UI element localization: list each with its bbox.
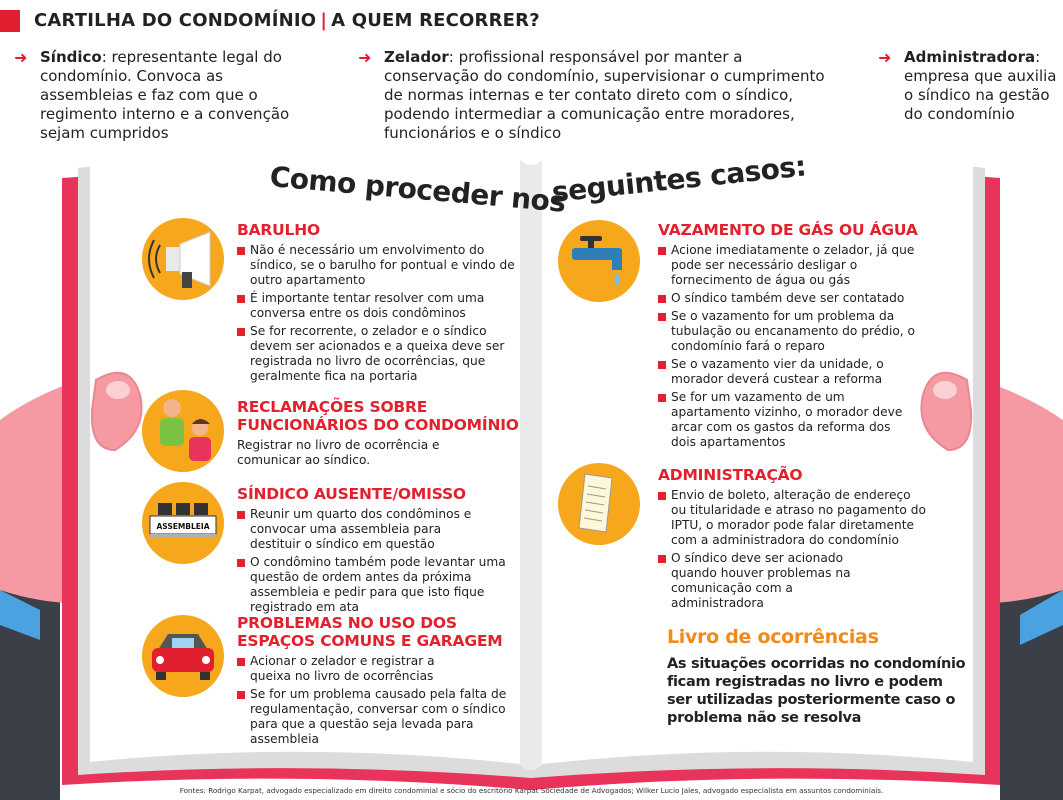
list-item [658,243,918,288]
book-gutter [520,160,542,770]
bullet-square-icon [237,295,245,303]
section-list [658,243,918,450]
list-item [658,309,918,354]
definition-text: : empresa que auxilia o síndico na gestão do condomínio [904,48,1057,123]
bullet-square-icon [658,361,666,369]
list-item-text: O síndico também deve ser contatado [671,291,905,305]
title-left: CARTILHA DO CONDOMÍNIO [34,10,317,31]
list-item [658,551,883,611]
book-title-left: Como proceder nos [268,160,567,219]
section-list [237,654,522,747]
definition-term: Administradora [904,48,1036,66]
book-title-right: seguintes casos: [550,149,808,209]
list-item [237,507,477,552]
list-item-text: Se o vazamento for um problema da tubulação ou encanamento do prédio, o condomínio fará o reparo [671,309,915,353]
section-title-line1: PROBLEMAS NO USO DOS [237,614,457,632]
right-thumbnail [933,381,957,399]
bullet-square-icon [658,394,666,402]
receipt-icon-graphic [579,474,612,532]
bullet-square-icon [237,247,245,255]
section-title: VAZAMENTO DE GÁS OU ÁGUA [658,221,918,239]
bullet-square-icon [658,247,666,255]
definition-term: Zelador [384,48,449,66]
list-item-text: Acionar o zelador e registrar a queixa no livro de ocorrências [250,654,435,683]
section-administracao [658,466,928,614]
arrow-right-icon: ➜ [358,48,372,67]
bullet-square-icon [237,328,245,336]
list-item-text: Se for um problema causado pela falta de regulamentação, conversar com o síndico para que a questão seja levada para assembleia [250,687,507,746]
list-item-text: O síndico deve ser acionado quando houver problemas na comunicação com a administradora [671,551,851,610]
section-title: BARULHO [237,221,320,239]
left-thumbnail [106,381,130,399]
list-item-text: É importante tentar resolver com uma conversa entre os dois condôminos [250,291,485,320]
definition-text: : profissional responsável por manter a conservação do condomínio, supervisionar o cumprimento de normas internas e ter contato direto com o síndico, podendo intermediar a comunicação entre moradores, funcionários e o síndico [384,48,825,142]
section-reclamacoes [237,398,522,468]
livro-title: Livro de ocorrências [667,626,879,648]
title-right: A QUEM RECORRER? [331,10,540,31]
list-item [237,687,522,747]
list-item-text: O condômino também pode levantar uma questão de ordem antes da próxima assembleia e pedir para que isto fique registrado em ata [250,555,506,614]
section-title-line2: ESPAÇOS COMUNS E GARAGEM [237,632,503,650]
section-title-line1: RECLAMAÇÕES SOBRE [237,398,428,416]
livro-text: As situações ocorridas no condomínio ficam registradas no livro e podem ser utilizadas posteriormente caso o problema não se resolva [667,656,966,726]
section-title [237,614,522,650]
section-list [658,488,928,611]
list-item [237,654,447,684]
list-item [658,291,918,306]
section-text: Registrar no livro de ocorrência e comunicar ao síndico. [237,438,440,467]
bullet-square-icon [658,555,666,563]
list-item [237,555,522,615]
assembleia-icon-graphic [150,503,216,538]
bullet-square-icon [237,658,245,666]
list-item-text: Se o vazamento vier da unidade, o morador deverá custear a reforma [671,357,884,386]
list-item [658,488,928,548]
livro-ocorrencias-box [667,626,967,727]
bullet-square-icon [237,691,245,699]
list-item [658,357,918,387]
section-list [237,507,522,615]
faucet-icon [558,220,640,302]
bullet-square-icon [237,511,245,519]
arrow-right-icon: ➜ [14,48,28,67]
section-title: SÍNDICO AUSENTE/OMISSO [237,485,466,503]
arrow-right-icon: ➜ [878,48,892,67]
section-title-line2: FUNCIONÁRIOS DO CONDOMÍNIO [237,416,519,434]
section-espacos-comuns [237,614,522,750]
title-separator: | [320,10,328,31]
bullet-square-icon [237,559,245,567]
section-sindico-ausente [237,485,522,618]
assembleia-label: ASSEMBLEIA [156,522,210,531]
definition-term: Síndico [40,48,102,66]
list-item-text: Acione imediatamente o zelador, já que pode ser necessário desligar o fornecimento de água ou gás [671,243,915,287]
section-title: ADMINISTRAÇÃO [658,466,803,484]
definition-text: : representante legal do condomínio. Convoca as assembleias e faz com que o regimento interno e a convenção sejam cumpridos [40,48,290,142]
list-item-text: Reunir um quarto dos condôminos e convocar uma assembleia para destituir o síndico em questão [250,507,472,551]
bullet-square-icon [658,295,666,303]
list-item [658,390,918,450]
list-item [237,291,517,321]
list-item [237,324,517,384]
section-vazamento [658,221,918,453]
section-title [237,398,522,434]
section-barulho [237,221,517,387]
list-item [237,243,517,288]
list-item-text: Se for recorrente, o zelador e o síndico devem ser acionados e a queixa deve ser registrada no livro de ocorrências, que geralmente fica na portaria [250,324,505,383]
list-item-text: Não é necessário um envolvimento do síndico, se o barulho for pontual e vindo de outro apartamento [250,243,515,287]
sources-footnote: Fontes: Rodrigo Karpat, advogado especializado em direito condominial e sócio do escritório Karpat Sociedade de Advogados; Wilker Lucio Jales, advogado especialista em assuntos condominiais. [179,786,884,795]
list-item-text: Envio de boleto, alteração de endereço ou titularidade e atraso no pagamento do IPTU, o morador pode falar diretamente com a administradora do condomínio [671,488,926,547]
bullet-square-icon [658,313,666,321]
section-list [237,243,517,384]
list-item-text: Se for um vazamento de um apartamento vizinho, o morador deve arcar com os gastos da reforma dos dois apartamentos [671,390,903,449]
bullet-square-icon [658,492,666,500]
